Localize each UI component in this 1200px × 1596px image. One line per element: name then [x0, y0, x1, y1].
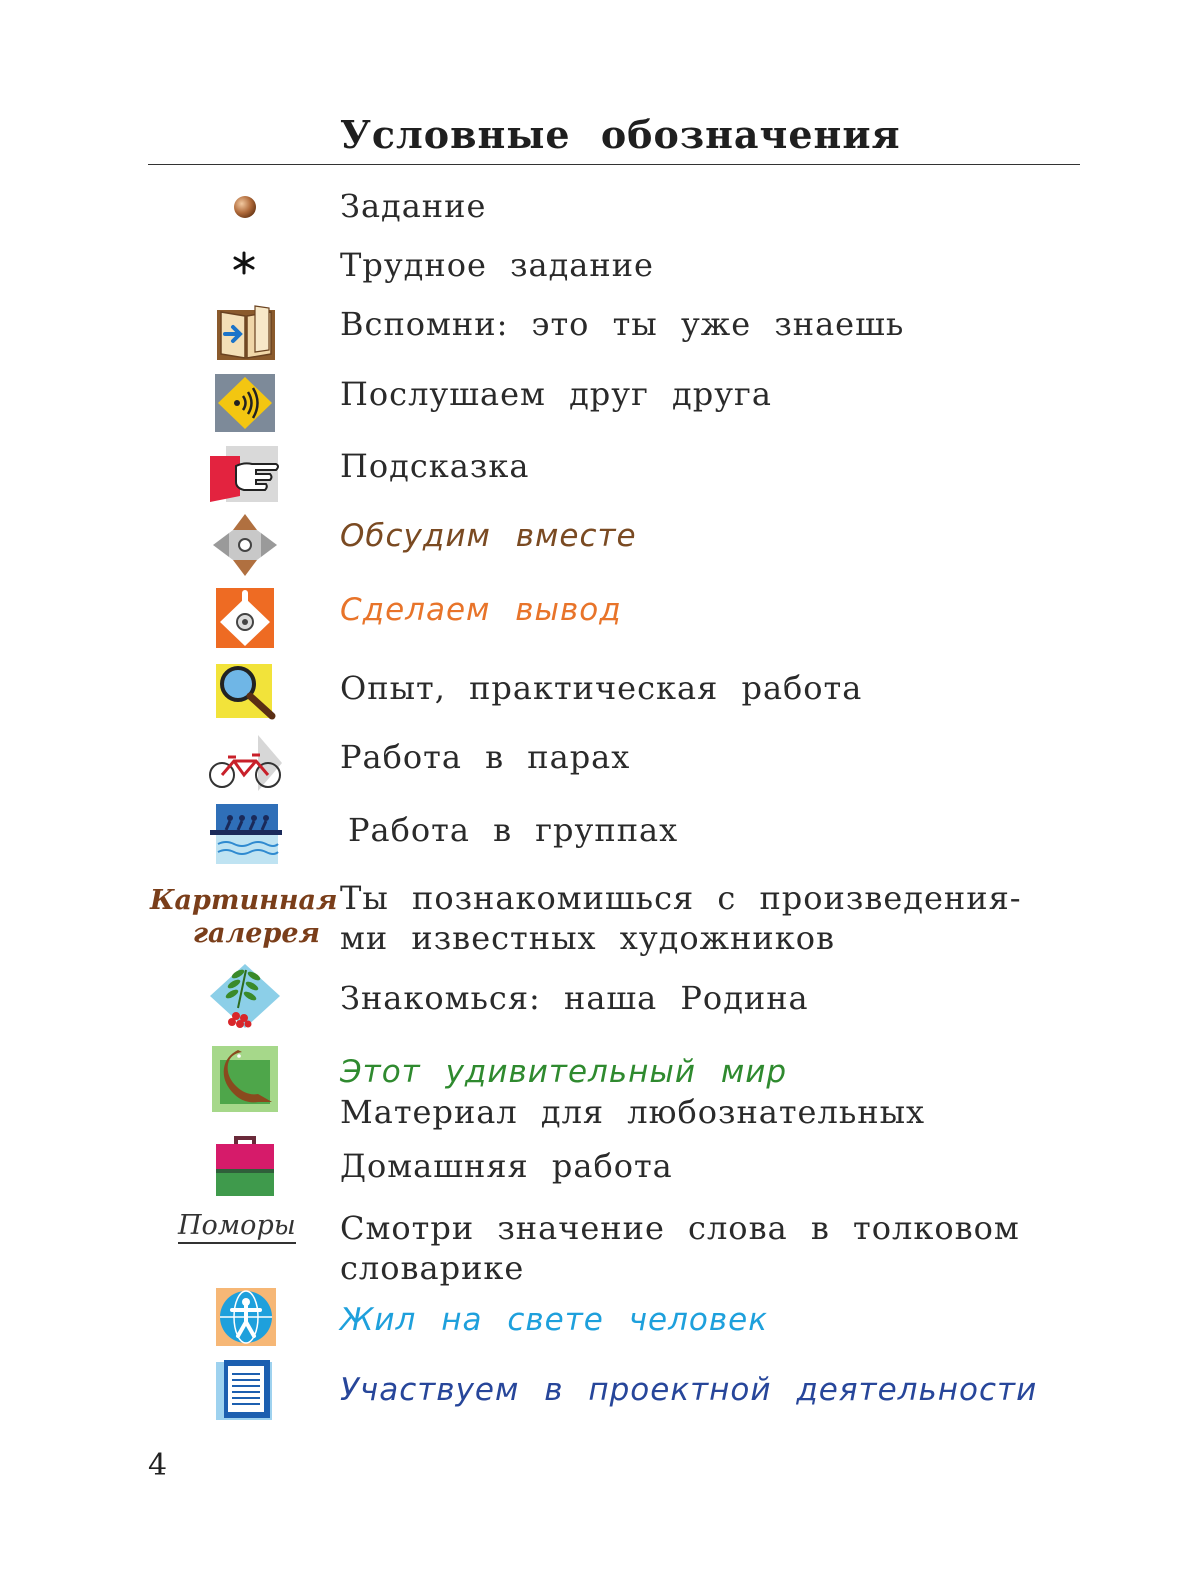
- legend-text-task: Задание: [340, 187, 487, 225]
- tandem-bicycle-icon: [208, 735, 282, 791]
- gallery-label-line-2: галерея: [192, 918, 320, 949]
- legend-text-experiment: Опыт, практическая работа: [340, 669, 863, 707]
- legend-text-hard-task: Трудное задание: [340, 246, 654, 284]
- page-title: Условные обозначения: [340, 112, 901, 157]
- legend-text-dictionary-2: словарике: [340, 1249, 525, 1287]
- book-arrow-icon: [215, 304, 277, 362]
- dinosaur-icon: [212, 1046, 278, 1112]
- gallery-label-line-1: Картинная: [150, 885, 338, 916]
- legend-text-groups: Работа в группах: [348, 811, 679, 849]
- legend-text-remember: Вспомни: это ты уже знаешь: [340, 305, 905, 343]
- legend-text-gallery-2: ми известных художников: [340, 919, 835, 957]
- rowan-branch-icon: [208, 962, 282, 1032]
- legend-text-pairs: Работа в парах: [340, 738, 631, 776]
- legend-text-homeland: Знакомься: наша Родина: [340, 979, 809, 1017]
- legend-text-dictionary-1: Смотри значение слова в толковом: [340, 1209, 1020, 1247]
- globe-person-icon: [216, 1288, 276, 1346]
- legend-text-discuss: Обсудим вместе: [340, 518, 637, 554]
- pointing-hand-icon: [210, 444, 282, 504]
- exclamation-target-icon: [216, 588, 274, 648]
- legend-text-conclusion: Сделаем вывод: [340, 592, 622, 628]
- title-underline: [148, 164, 1080, 165]
- four-arrows-icon: [213, 514, 277, 576]
- legend-text-hint: Подсказка: [340, 447, 530, 485]
- gallery-label: [150, 884, 338, 950]
- legend-text-gallery-1: Ты познакомишься с произведения-: [340, 879, 1022, 917]
- magnifier-icon: [216, 662, 276, 720]
- sound-diamond-icon: [215, 374, 275, 432]
- notebook-icon: [216, 1358, 274, 1422]
- page-number: 4: [148, 1448, 168, 1483]
- rowing-boat-icon: [210, 804, 282, 864]
- legend-text-homework: Домашняя работа: [340, 1147, 673, 1185]
- briefcase-icon: [214, 1136, 276, 1198]
- legend-text-world-title: Этот удивительный мир: [340, 1054, 788, 1090]
- dictionary-label: Поморы: [178, 1210, 296, 1244]
- asterisk-icon: [232, 251, 256, 275]
- bullet-dot-icon: [232, 194, 258, 220]
- legend-text-listen: Послушаем друг друга: [340, 375, 772, 413]
- legend-text-world-sub: Материал для любознательных: [340, 1093, 926, 1131]
- legend-text-person: Жил на свете человек: [340, 1302, 768, 1338]
- legend-text-project: Участвуем в проектной деятельности: [340, 1372, 1038, 1408]
